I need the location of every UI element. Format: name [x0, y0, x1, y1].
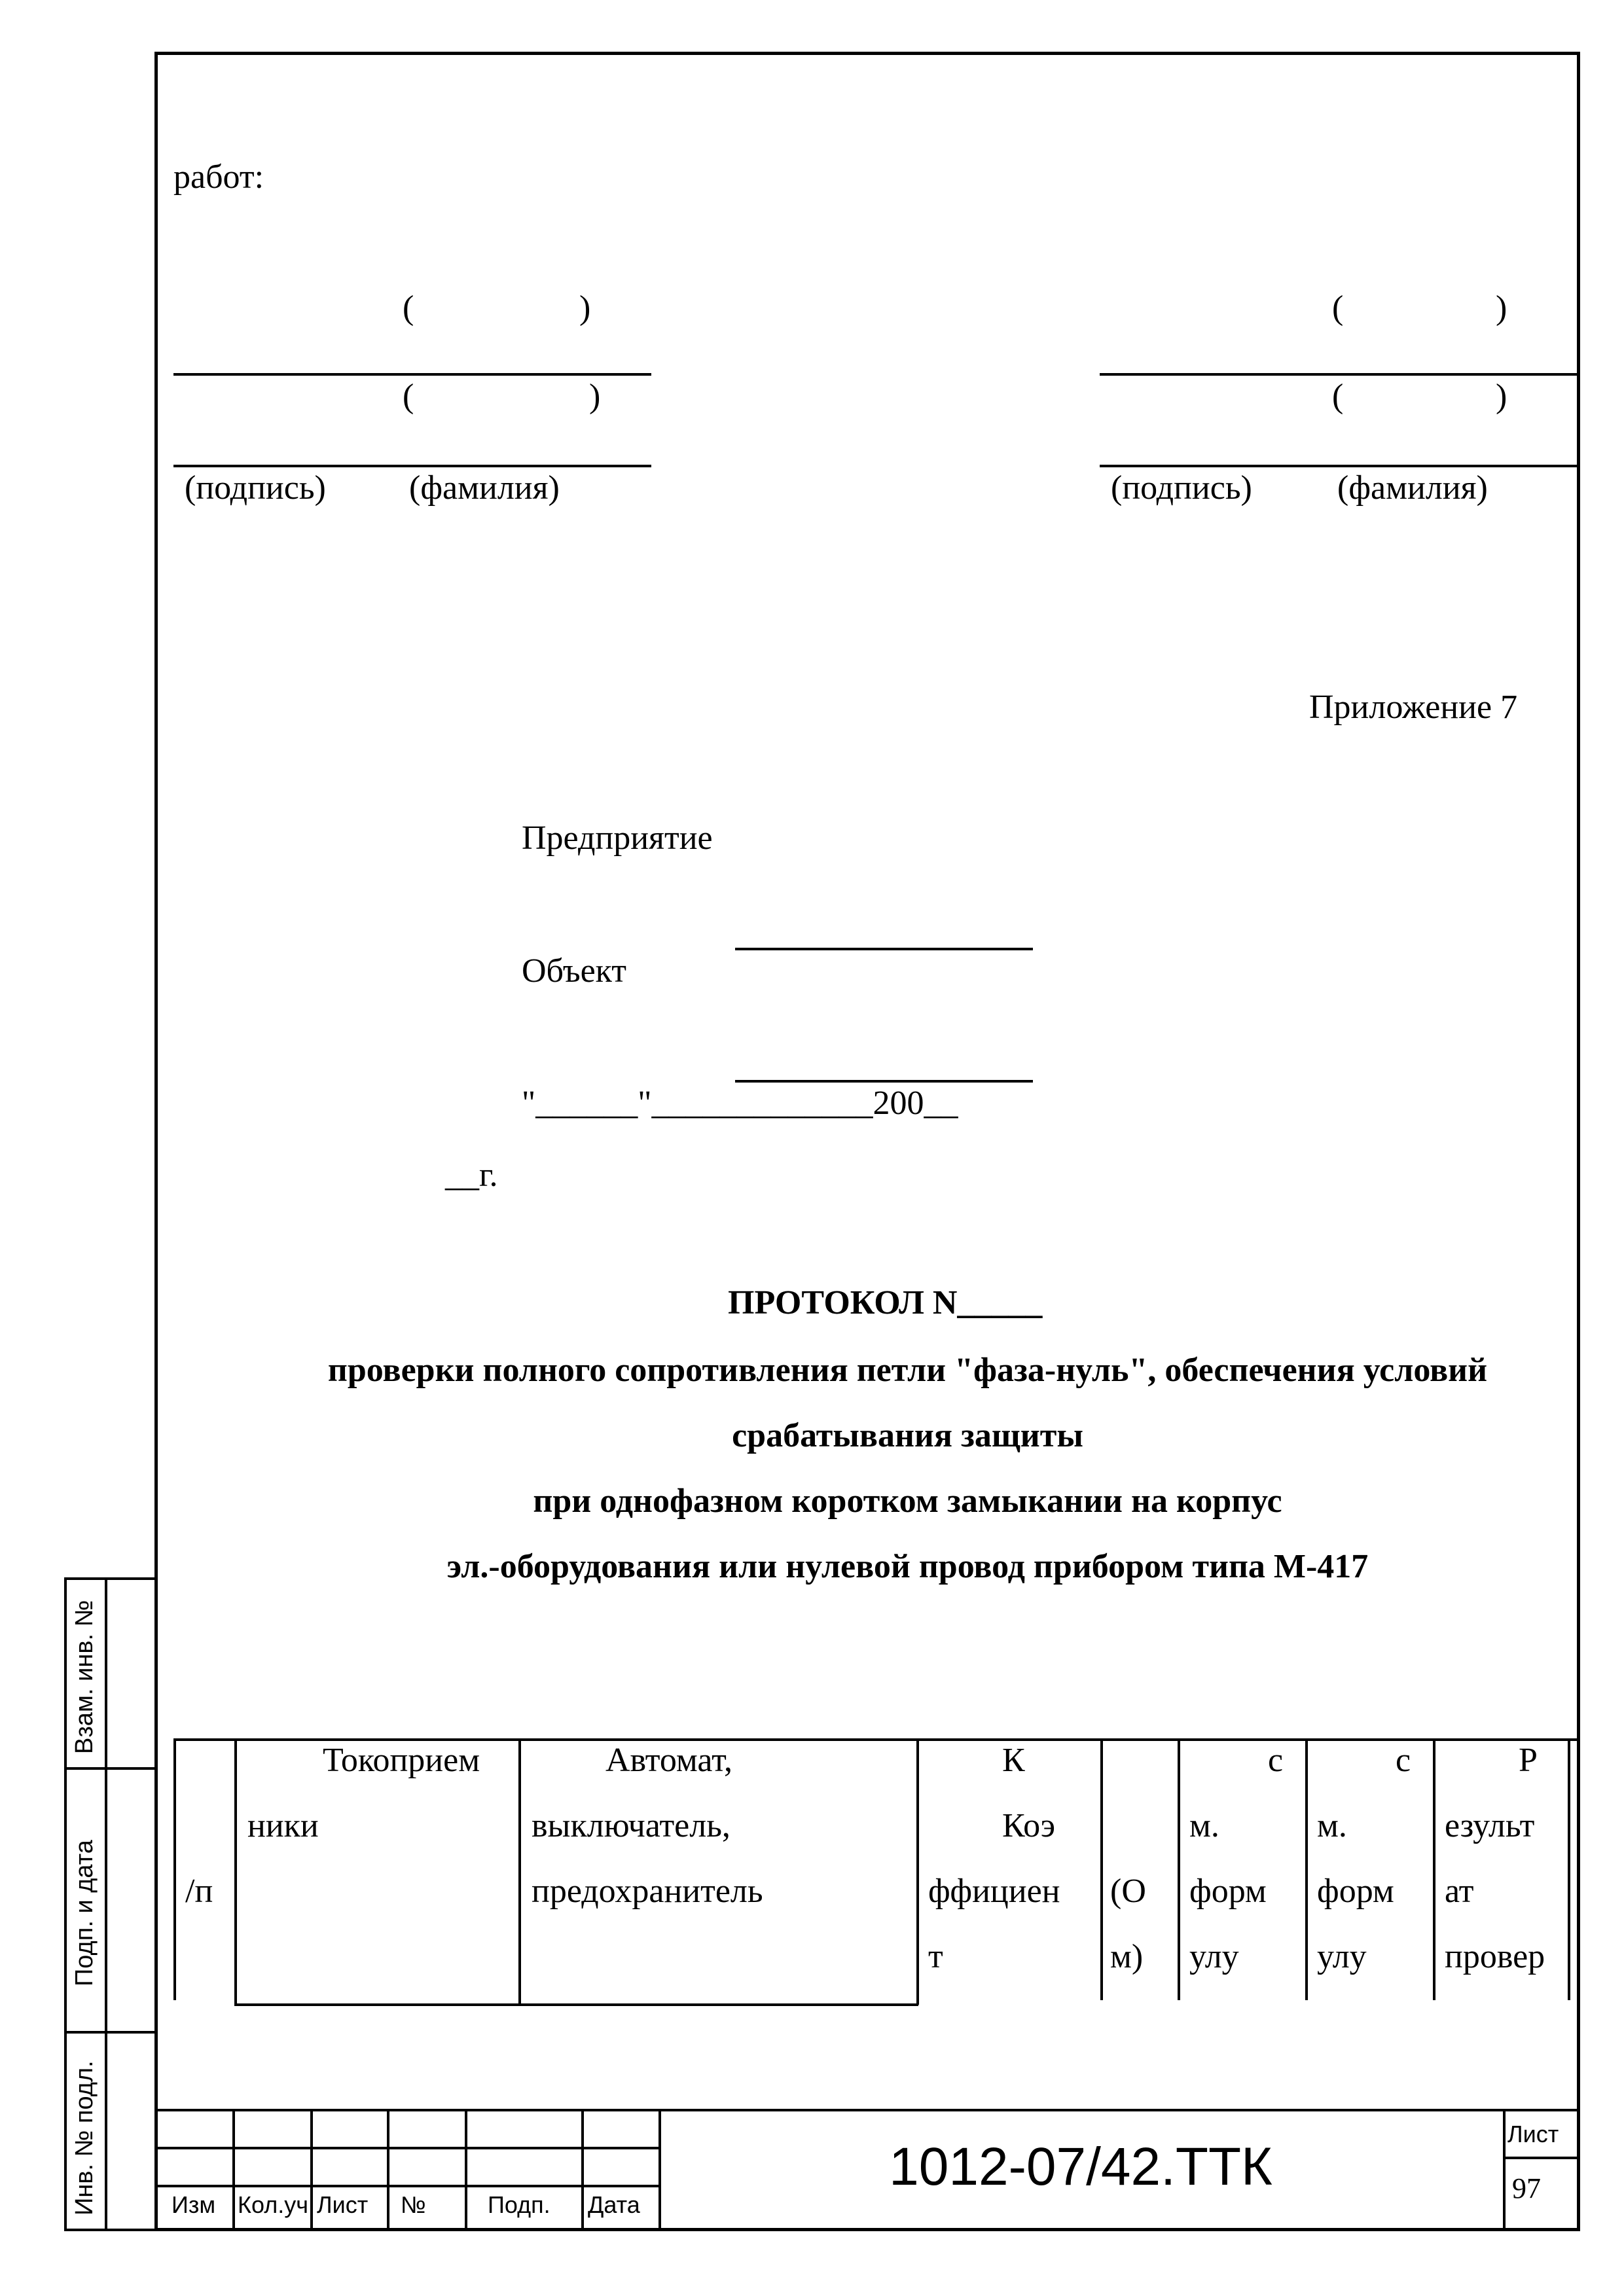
orig-inv-label: Инв. № подл.: [71, 2060, 98, 2215]
table-header-cell: с: [1396, 1742, 1411, 1779]
protocol-subtitle-4: эл.-оборудования или нулевой провод прибором типа М-417: [446, 1548, 1369, 1585]
year-suffix: __г.: [445, 1157, 498, 1194]
table-header-cell: /п: [185, 1873, 213, 1910]
table-header-cell: ники: [247, 1807, 319, 1844]
table-header-cell: улу: [1317, 1938, 1367, 1975]
replace-inv-label: Взам. инв. №: [71, 1600, 98, 1754]
col-label: №: [401, 2191, 426, 2218]
table-header-cell: ат: [1445, 1873, 1474, 1910]
table-header-cell: провер: [1445, 1938, 1545, 1975]
protocol-title: ПРОТОКОЛ N_____: [728, 1284, 1043, 1321]
table-header-cell: езульт: [1445, 1807, 1535, 1844]
surname-label: (фамилия): [409, 469, 560, 507]
signature-line: [173, 373, 651, 376]
appendix-label: Приложение 7: [1309, 689, 1518, 726]
works-heading: работ:: [173, 158, 264, 196]
table-header-cell: форм: [1317, 1873, 1394, 1910]
table-header-cell: Коэ: [1002, 1807, 1056, 1844]
table-header-cell: улу: [1189, 1938, 1239, 1975]
table-header-cell: с: [1268, 1742, 1284, 1779]
table-bottom-border: [234, 2003, 918, 2006]
signature-line: [173, 465, 651, 467]
sheet-label: Лист: [1507, 2121, 1559, 2147]
col-label: Изм: [171, 2191, 216, 2218]
table-header-cell: предохранитель: [532, 1873, 763, 1910]
paren-close: ): [1496, 289, 1507, 327]
enterprise-line: [735, 948, 1033, 950]
document-number: 1012-07/42.ТТК: [889, 2137, 1272, 2197]
sign-date-label: Подп. и дата: [71, 1840, 98, 1986]
enterprise-label: Предприятие: [522, 819, 713, 857]
col-label: Кол.уч: [238, 2191, 308, 2218]
table-header-cell: т: [928, 1938, 943, 1975]
table-header-cell: м.: [1317, 1807, 1347, 1844]
table-header-cell: Автомат,: [605, 1742, 732, 1779]
object-label: Объект: [522, 952, 626, 990]
table-header-cell: К: [1002, 1742, 1025, 1779]
paren-open: (: [1332, 378, 1344, 415]
table-header-cell: выключатель,: [532, 1807, 731, 1844]
paren-close: ): [1496, 378, 1507, 415]
signature-line: [1100, 465, 1578, 467]
paren-close: ): [589, 378, 601, 415]
surname-label: (фамилия): [1337, 469, 1488, 507]
table-header-cell: Токоприем: [323, 1742, 480, 1779]
paren-open: (: [403, 289, 414, 327]
col-label: Лист: [317, 2191, 369, 2218]
date-line: "______"_____________200__: [522, 1085, 958, 1122]
sheet-number: 97: [1512, 2172, 1541, 2204]
signature-line: [1100, 373, 1578, 376]
protocol-subtitle-1: проверки полного сопротивления петли "фаза-нуль", обеспечения условий: [327, 1352, 1488, 1389]
table-header-cell: ффициен: [928, 1873, 1060, 1910]
signature-label: (подпись): [185, 469, 326, 507]
table-header-cell: форм: [1189, 1873, 1267, 1910]
object-line: [735, 1080, 1033, 1083]
col-label: Дата: [588, 2191, 640, 2218]
paren-open: (: [403, 378, 414, 415]
table-header-cell: Р: [1519, 1742, 1538, 1779]
signature-label: (подпись): [1111, 469, 1252, 507]
table-header-cell: (О: [1110, 1873, 1146, 1910]
paren-open: (: [1332, 289, 1344, 327]
table-header-cell: м.: [1189, 1807, 1219, 1844]
table-header-cell: м): [1110, 1938, 1144, 1975]
col-label: Подп.: [488, 2191, 550, 2218]
paren-close: ): [579, 289, 591, 327]
protocol-subtitle-2: срабатывания защиты: [732, 1417, 1083, 1454]
protocol-subtitle-3: при однофазном коротком замыкании на корпус: [533, 1482, 1282, 1520]
